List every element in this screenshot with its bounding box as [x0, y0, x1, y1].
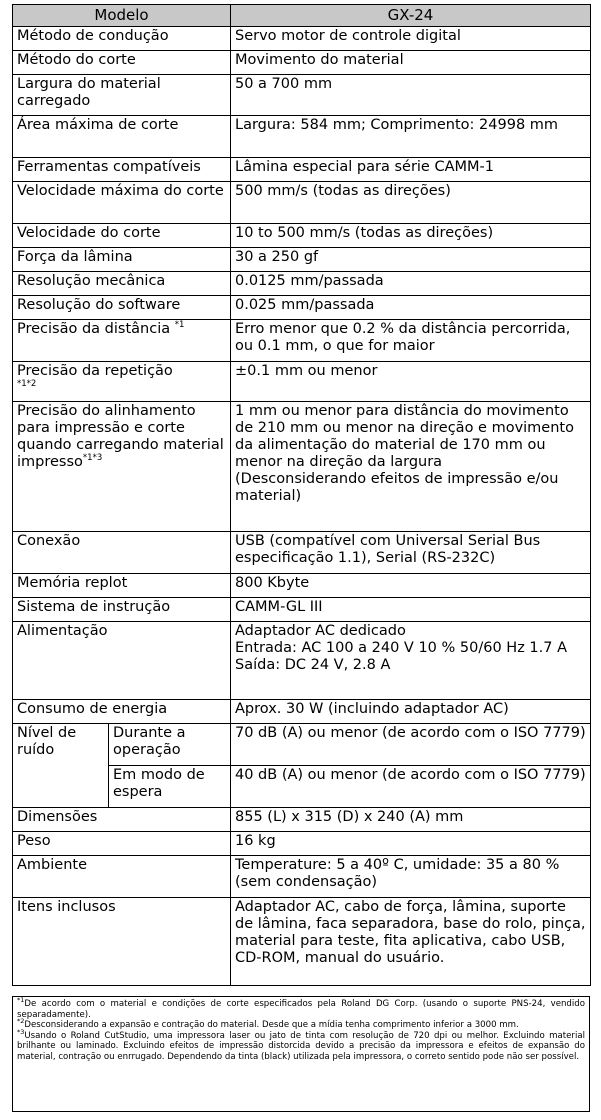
header-product: GX-24: [231, 5, 591, 27]
row-value: ±0.1 mm ou menor: [231, 362, 591, 402]
footnote-text: De acordo com o material e condições de corte especificados pela Roland DG Corp. (usando o suporte PNS-24, vendido separadamente).: [17, 999, 585, 1020]
table-row: [13, 272, 591, 296]
noise-standby-value: 40 dB (A) ou menor (de acordo com o ISO 7779): [231, 766, 591, 808]
footnote: [17, 1017, 585, 1031]
value-text: 1 mm ou menor para distância do movimento de 210 mm ou menor na direção e movimento da alimentação do material de 170 mm ou menor na direção da largura: [235, 403, 574, 470]
table-row: [13, 320, 591, 362]
table-row: [13, 856, 591, 898]
footnote: [17, 1027, 585, 1063]
row-value: [231, 622, 591, 700]
footnote-mark: *3: [17, 1027, 25, 1036]
row-label: Alimentação: [13, 622, 231, 700]
table-row: [13, 574, 591, 598]
row-value: 0.0125 mm/passada: [231, 272, 591, 296]
row-label: Peso: [13, 832, 231, 856]
row-label: Largura do material carregado: [13, 75, 231, 116]
row-value: Largura: 584 mm; Comprimento: 24998 mm: [231, 116, 591, 158]
table-row: [13, 75, 591, 116]
row-label: [13, 320, 231, 362]
row-value: USB (compatível com Universal Serial Bus especificação 1.1), Serial (RS-232C): [231, 532, 591, 574]
row-label: Itens inclusos: [13, 898, 231, 986]
table-row: [13, 296, 591, 320]
row-label: Velocidade do corte: [13, 224, 231, 248]
row-value: Adaptador AC, cabo de força, lâmina, suporte de lâmina, faca separadora, base do rolo, pinça, material para teste, fita aplicativa, cabo USB, CD-ROM, manual do usuário.: [231, 898, 591, 986]
table-row: [13, 402, 591, 532]
footnote-mark: *2: [17, 1017, 25, 1026]
row-label: Método de condução: [13, 27, 231, 51]
row-label: Sistema de instrução: [13, 598, 231, 622]
value-line: Adaptador AC dedicado: [235, 623, 406, 639]
row-label: Ambiente: [13, 856, 231, 898]
footnote-ref: *1*2: [17, 379, 37, 390]
table-row: [13, 598, 591, 622]
table-row: [13, 532, 591, 574]
value-line: Saída: DC 24 V, 2.8 A: [235, 657, 391, 673]
table-row: [13, 898, 591, 986]
row-value: Erro menor que 0.2 % da distância percorrida, ou 0.1 mm, o que for maior: [231, 320, 591, 362]
row-value: Lâmina especial para série CAMM-1: [231, 158, 591, 182]
row-value: Aprox. 30 W (incluindo adaptador AC): [231, 700, 591, 724]
value-line: Entrada: AC 100 a 240 V 10 % 50/60 Hz 1.7 A: [235, 640, 568, 656]
row-label: [13, 402, 231, 532]
row-value: 16 kg: [231, 832, 591, 856]
footnote: [17, 996, 585, 1020]
footnote-text: Desconsiderando a expansão e contração do material. Desde que a mídia tenha comprimento inferior a 3000 mm.: [24, 1020, 519, 1031]
table-row: [13, 700, 591, 724]
row-label: Resolução do software: [13, 296, 231, 320]
row-label: Força da lâmina: [13, 248, 231, 272]
row-label: Dimensões: [13, 808, 231, 832]
header-model: Modelo: [13, 5, 231, 27]
row-value: [231, 402, 591, 532]
noise-standby-label: Em modo de espera: [109, 766, 231, 808]
label-text: Precisão do alinhamento para impressão e corte quando carregando material impresso: [17, 403, 224, 470]
noise-operating-value: 70 dB (A) ou menor (de acordo com o ISO 7779): [231, 724, 591, 766]
label-text: Precisão da distância: [17, 321, 171, 337]
table-row: [13, 158, 591, 182]
row-value: 50 a 700 mm: [231, 75, 591, 116]
row-value: 500 mm/s (todas as direções): [231, 182, 591, 224]
header-row: [13, 5, 591, 27]
spec-table: [12, 4, 591, 986]
value-note: (Desconsiderando efeitos de impressão e/ou material): [235, 471, 559, 504]
table-row: [13, 248, 591, 272]
row-value: 0.025 mm/passada: [231, 296, 591, 320]
table-row: [13, 116, 591, 158]
row-value: Servo motor de controle digital: [231, 27, 591, 51]
row-label: Conexão: [13, 532, 231, 574]
footnote-ref: *1: [174, 320, 185, 331]
row-label: Resolução mecânica: [13, 272, 231, 296]
footnote-text: Usando o Roland CutStudio, uma impressora laser ou jato de tinta com resolução de 720 dpi ou melhor. Excluindo material brilhante ou laminado. Excluindo efeitos de impressão distorcida devido a precisão da impressora e efeitos de expansão do material, contração ou enrrugado. Dependendo da tinta (black) utilizada pela impressora, o correto sentido pode não ser possível.: [17, 1030, 585, 1062]
footnote-ref: *1*3: [82, 453, 103, 464]
footnotes: [12, 996, 590, 1112]
table-row: [13, 51, 591, 75]
row-label: Consumo de energia: [13, 700, 231, 724]
row-value: CAMM-GL III: [231, 598, 591, 622]
table-row: [13, 832, 591, 856]
row-label: Memória replot: [13, 574, 231, 598]
row-value: Movimento do material: [231, 51, 591, 75]
row-value: 855 (L) x 315 (D) x 240 (A) mm: [231, 808, 591, 832]
table-row: [13, 27, 591, 51]
table-row: [13, 808, 591, 832]
row-value: 30 a 250 gf: [231, 248, 591, 272]
label-text: Precisão da repetição: [17, 363, 173, 379]
table-row: [13, 724, 591, 766]
noise-operating-label: Durante a operação: [109, 724, 231, 766]
row-label: Velocidade máxima do corte: [13, 182, 231, 224]
row-value: 800 Kbyte: [231, 574, 591, 598]
table-row: [13, 182, 591, 224]
table-row: [13, 362, 591, 402]
noise-label: Nível de ruído: [13, 724, 109, 808]
table-row: [13, 622, 591, 700]
footnote-mark: *1: [17, 996, 25, 1005]
row-value: Temperature: 5 a 40º C, umidade: 35 a 80 % (sem condensação): [231, 856, 591, 898]
table-row: [13, 224, 591, 248]
row-label: Área máxima de corte: [13, 116, 231, 158]
row-label: [13, 362, 231, 402]
row-label: Ferramentas compatíveis: [13, 158, 231, 182]
row-value: 10 to 500 mm/s (todas as direções): [231, 224, 591, 248]
row-label: Método do corte: [13, 51, 231, 75]
